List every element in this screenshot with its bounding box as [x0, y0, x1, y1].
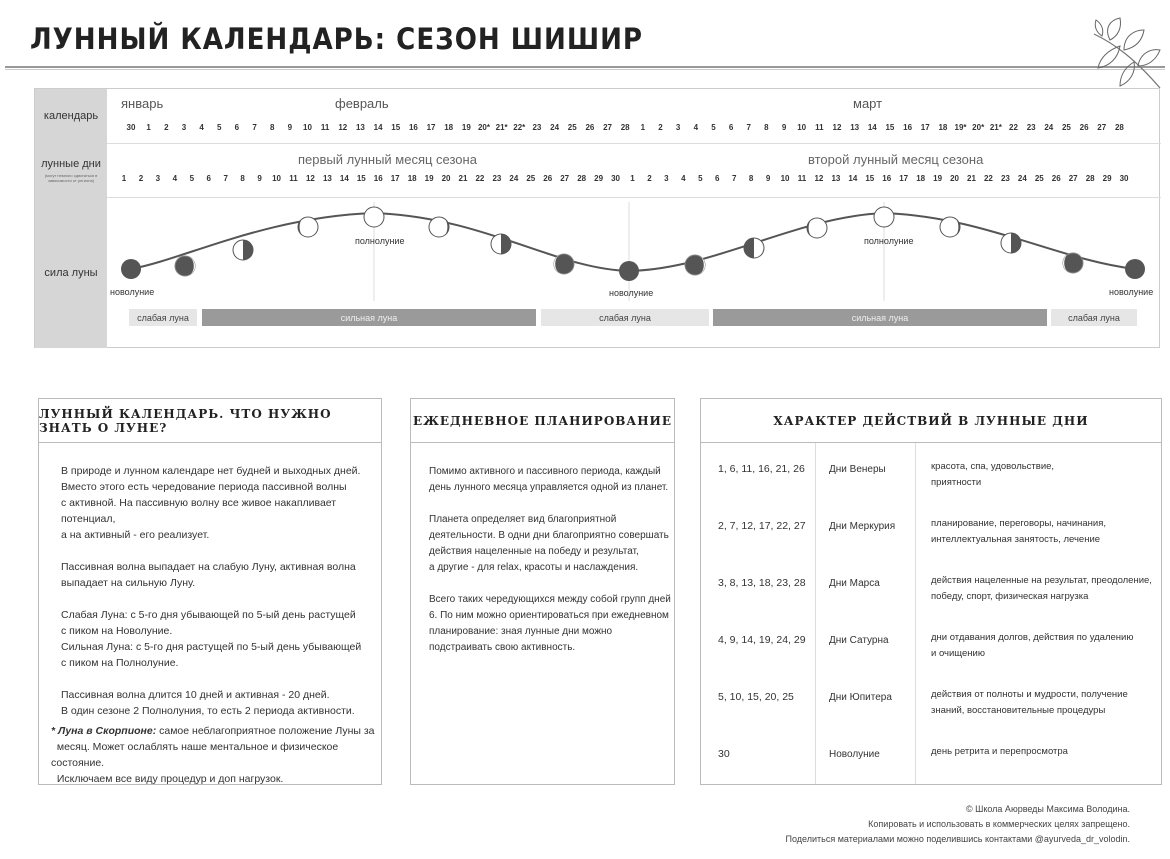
label-full-moon: полнолуние [864, 236, 914, 246]
copyright-footer: © Школа Аюрведы Максима Володина. Копировать и использовать в коммерческих целях запрещено. Поделиться материалами можно поделившись контактами @ayurveda_dr_volodin. [785, 804, 1130, 844]
lunar-day-cell: 10 [272, 174, 281, 183]
date-cell: 18 [444, 123, 454, 132]
month-february: февраль [335, 96, 389, 111]
lunar-day-cell: 25 [1034, 174, 1044, 183]
lunar-day-cell: 26 [1051, 174, 1061, 183]
lunar-day-cell: 9 [257, 174, 262, 183]
date-cell: 5 [217, 123, 222, 132]
planet-cell: Дни Марса [829, 578, 880, 589]
date-cell: 5 [711, 123, 716, 132]
description-cell: дни отдавания долгов, действия по удалению и очищению [931, 632, 1134, 659]
date-cell: 18 [938, 123, 948, 132]
date-cell: 24 [1044, 123, 1054, 132]
date-cell: 2 [164, 123, 169, 132]
description-cell: действия от полноты и мудрости, получение знаний, восстановительные процедуры [931, 689, 1128, 716]
lunar-day-cell: 3 [664, 174, 669, 183]
lunar-day-cell: 5 [698, 174, 703, 183]
date-cell: 25 [567, 123, 577, 132]
lunar-month-1: первый лунный месяц сезона [298, 152, 477, 167]
lunar-day-cell: 24 [509, 174, 519, 183]
lunar-day-cell: 6 [715, 174, 720, 183]
lunar-day-cell: 9 [765, 174, 771, 183]
date-cell: 19* [954, 123, 967, 132]
lunar-day-cell: 2 [138, 174, 144, 183]
days-cell: 30 [718, 748, 730, 760]
label-new-moon: новолуние [609, 288, 654, 298]
bar-label: сильная луна [851, 313, 909, 323]
scorpio-note-label: * Луна в Скорпионе: [51, 725, 157, 737]
date-cell: 12 [832, 123, 842, 132]
days-cell: 2, 7, 12, 17, 22, 27 [718, 520, 806, 532]
date-cell: 7 [746, 123, 751, 132]
date-cell: 26 [1079, 123, 1089, 132]
lunar-day-cell: 30 [1119, 174, 1129, 183]
date-cell: 28 [1114, 123, 1124, 132]
date-cell: 15 [391, 123, 401, 132]
date-cell: 10 [303, 123, 312, 132]
lunar-day-cell: 25 [526, 174, 536, 183]
lunar-day-cell: 11 [289, 174, 298, 183]
lunar-day-cell: 8 [240, 174, 245, 183]
lunar-day-cell: 29 [594, 174, 604, 183]
date-cell: 4 [199, 123, 204, 132]
month-january: январь [121, 96, 164, 111]
lunar-day-cell: 23 [492, 174, 502, 183]
lunar-month-2: второй лунный месяц сезона [808, 152, 984, 167]
date-cell: 22* [513, 123, 526, 132]
date-cell: 17 [920, 123, 930, 132]
panel-title: ЕЖЕДНЕВНОЕ ПЛАНИРОВАНИЕ [411, 399, 674, 443]
date-cell: 13 [355, 123, 365, 132]
lunar-day-cell: 1 [121, 174, 127, 183]
lunar-day-cell: 7 [223, 174, 228, 183]
lunar-day-cell: 14 [848, 174, 858, 183]
lunar-day-cell: 15 [356, 174, 366, 183]
month-march: март [853, 96, 883, 111]
days-cell: 3, 8, 13, 18, 23, 28 [718, 577, 806, 589]
row-label-calendar: календарь [35, 89, 107, 143]
lunar-day-cell: 7 [731, 174, 737, 183]
planet-cell: Новолуние [829, 749, 880, 760]
lunar-day-cell: 17 [390, 174, 400, 183]
lunar-day-cell: 17 [899, 174, 909, 183]
lunar-day-cell: 27 [1068, 174, 1078, 183]
lunar-day-cell: 4 [681, 174, 686, 183]
lunar-day-cell: 6 [206, 174, 211, 183]
label-new-moon: новолуние [1109, 287, 1154, 297]
date-cell: 11 [815, 123, 824, 132]
lunar-day-cell: 12 [305, 174, 315, 183]
date-cell: 13 [850, 123, 860, 132]
lunar-day-cell: 28 [577, 174, 587, 183]
date-cell: 30 [126, 123, 136, 132]
lunar-day-cell: 10 [780, 174, 790, 183]
lunar-day-cell: 21 [967, 174, 976, 183]
lunar-day-cell: 29 [1102, 174, 1112, 183]
bar-label: слабая луна [1068, 313, 1120, 323]
date-cell: 16 [408, 123, 418, 132]
date-cell: 26 [585, 123, 595, 132]
lunar-day-cell: 14 [339, 174, 349, 183]
date-cell: 3 [181, 123, 187, 132]
panel-title: ЛУННЫЙ КАЛЕНДАРЬ. ЧТО НУЖНО ЗНАТЬ О ЛУНЕ? [39, 399, 381, 443]
date-cell: 14 [867, 123, 877, 132]
date-cell: 4 [693, 123, 699, 132]
date-cell: 23 [532, 123, 542, 132]
lunar-day-cell: 24 [1017, 174, 1027, 183]
lunar-day-cell: 15 [865, 174, 875, 183]
planet-cell: Дни Меркурия [829, 521, 896, 532]
lunar-day-cell: 8 [748, 174, 754, 183]
date-cell: 17 [426, 123, 436, 132]
panel-daily-planning [410, 398, 675, 785]
lunar-day-cell: 26 [543, 174, 553, 183]
date-cell: 14 [373, 123, 383, 132]
date-cell: 24 [550, 123, 560, 132]
page-title: ЛУННЫЙ КАЛЕНДАРЬ: СЕЗОН ШИШИР [30, 22, 644, 56]
lunar-day-cell: 13 [831, 174, 841, 183]
title-divider [5, 66, 1165, 70]
row-label-moon-strength: сила луны [35, 197, 107, 348]
planet-cell: Дни Юпитера [829, 692, 892, 703]
date-cell: 16 [903, 123, 913, 132]
lunar-day-cell: 20 [950, 174, 959, 183]
date-cell: 27 [1097, 123, 1107, 132]
panel-title: ХАРАКТЕР ДЕЙСТВИЙ В ЛУННЫЕ ДНИ [701, 399, 1161, 443]
lunar-day-cell: 2 [647, 174, 652, 183]
date-cell: 12 [338, 123, 348, 132]
leaf-decoration-icon [1090, 14, 1166, 92]
date-cell: 9 [781, 123, 787, 132]
lunar-day-cell: 18 [407, 174, 417, 183]
planet-cell: Дни Венеры [829, 464, 886, 475]
lunar-day-cell: 12 [814, 174, 824, 183]
date-cell: 19 [461, 123, 471, 132]
date-cell: 1 [146, 123, 151, 132]
date-cell: 21* [495, 123, 508, 132]
lunar-day-cell: 3 [155, 174, 161, 183]
label-new-moon: новолуние [110, 287, 155, 297]
date-cell: 7 [252, 123, 257, 132]
lunar-day-cell: 13 [322, 174, 332, 183]
days-cell: 4, 9, 14, 19, 24, 29 [718, 634, 806, 646]
row-label-lunar-days: лунные дни (могут немного сдвигаться в зависимости от региона) [35, 143, 107, 197]
date-cell: 21* [989, 123, 1002, 132]
days-cell: 1, 6, 11, 16, 21, 26 [718, 463, 805, 475]
panel-body: Помимо активного и пассивного периода, каждый день лунного месяца управляется одной из планет. Планета определяет вид благоприятной деятельности. В одни дни благоприятно совершать действия нацеленные на победу и результат, а другие - для relax, красоты и наслаждения. Всего таких чередующихся между собой групп дней 6. По ним можно ориентироваться при ежедневном планирование: зная лунные дни можно подстраивать свою активность. [429, 466, 671, 653]
date-cell: 23 [1026, 123, 1036, 132]
date-cell: 9 [287, 123, 293, 132]
lunar-day-cell: 30 [611, 174, 620, 183]
lunar-day-cell: 19 [424, 174, 434, 183]
description-cell: планирование, переговоры, начинания, интеллектуальная занятость, лечение [931, 518, 1107, 545]
days-cell: 5, 10, 15, 20, 25 [718, 691, 794, 703]
lunar-day-cell: 1 [630, 174, 635, 183]
date-cell: 20* [477, 123, 490, 132]
date-cell: 8 [764, 123, 769, 132]
date-cell: 28 [620, 123, 630, 132]
description-cell: красота, спа, удовольствие, приятности [931, 461, 1055, 488]
lunar-day-cell: 27 [560, 174, 570, 183]
date-cell: 25 [1061, 123, 1071, 132]
date-cell: 8 [269, 123, 275, 132]
date-cell: 15 [885, 123, 895, 132]
lunar-day-cell: 22 [475, 174, 485, 183]
lunar-day-cell: 19 [933, 174, 943, 183]
moon-strength-chart [35, 197, 1161, 348]
panel-about-moon [38, 398, 382, 785]
lunar-day-cell: 23 [1000, 174, 1010, 183]
lunar-day-cell: 11 [797, 174, 807, 183]
date-cell: 22 [1009, 123, 1018, 132]
lunar-day-cell: 20 [441, 174, 451, 183]
lunar-day-cell: 5 [189, 174, 195, 183]
date-cell: 1 [640, 123, 646, 132]
lunar-calendar-table [34, 88, 1160, 348]
date-cell: 6 [728, 123, 734, 132]
panel-body: В природе и лунном календаре нет будней и выходных дней. Вместо этого есть чередование периода пассивной волны с активной. На пассивную волну все живое накапливает потенциал, а на активный - его реализует. Пассивная волна выпадает на слабую Луну, активная волна выпадает на сильную Луну. Слабая Луна: с 5-го дня убывающей по 5-ый день растущей с пиком на Новолуние. Сильная Луна: с 5-го дня растущей по 5-ый день убывающей с пиком на Полнолуние. Пассивная волна длится 10 дней и активная - 20 дней. В один сезоне 2 Полнолуния, то есть 2 периода активности. * Луна в Скорпионе: самое неблагоприятное положение Луны за месяц. Может ослаблять наше ментальное и физическое состояние. Исключаем все виду процедур и доп нагрузок. [51, 465, 375, 785]
label-full-moon: полнолуние [355, 236, 405, 246]
date-cell: 20* [972, 123, 985, 132]
bar-label: слабая луна [137, 313, 189, 323]
date-cell: 2 [658, 123, 663, 132]
lunar-day-cell: 18 [916, 174, 926, 183]
lunar-day-cell: 16 [373, 174, 383, 183]
lunar-day-cell: 22 [983, 174, 993, 183]
date-cell: 10 [797, 123, 807, 132]
description-cell: день ретрита и перепросмотра [931, 746, 1068, 757]
lunar-day-cell: 28 [1085, 174, 1095, 183]
planet-cell: Дни Сатурна [829, 635, 889, 646]
moon-phase-markers [121, 207, 1145, 281]
date-cell: 11 [320, 123, 330, 132]
date-cell: 6 [234, 123, 240, 132]
lunar-day-cell: 4 [172, 174, 178, 183]
date-cell: 27 [603, 123, 612, 132]
date-cell: 3 [675, 123, 681, 132]
lunar-day-cell: 21 [458, 174, 468, 183]
description-cell: действия нацеленные на результат, преодоление, победу, спорт, физическая нагрузка [931, 575, 1152, 602]
lunar-day-cell: 16 [882, 174, 892, 183]
panel-lunar-actions [700, 398, 1162, 785]
bar-label: слабая луна [599, 313, 651, 323]
bar-label: сильная луна [340, 313, 398, 323]
